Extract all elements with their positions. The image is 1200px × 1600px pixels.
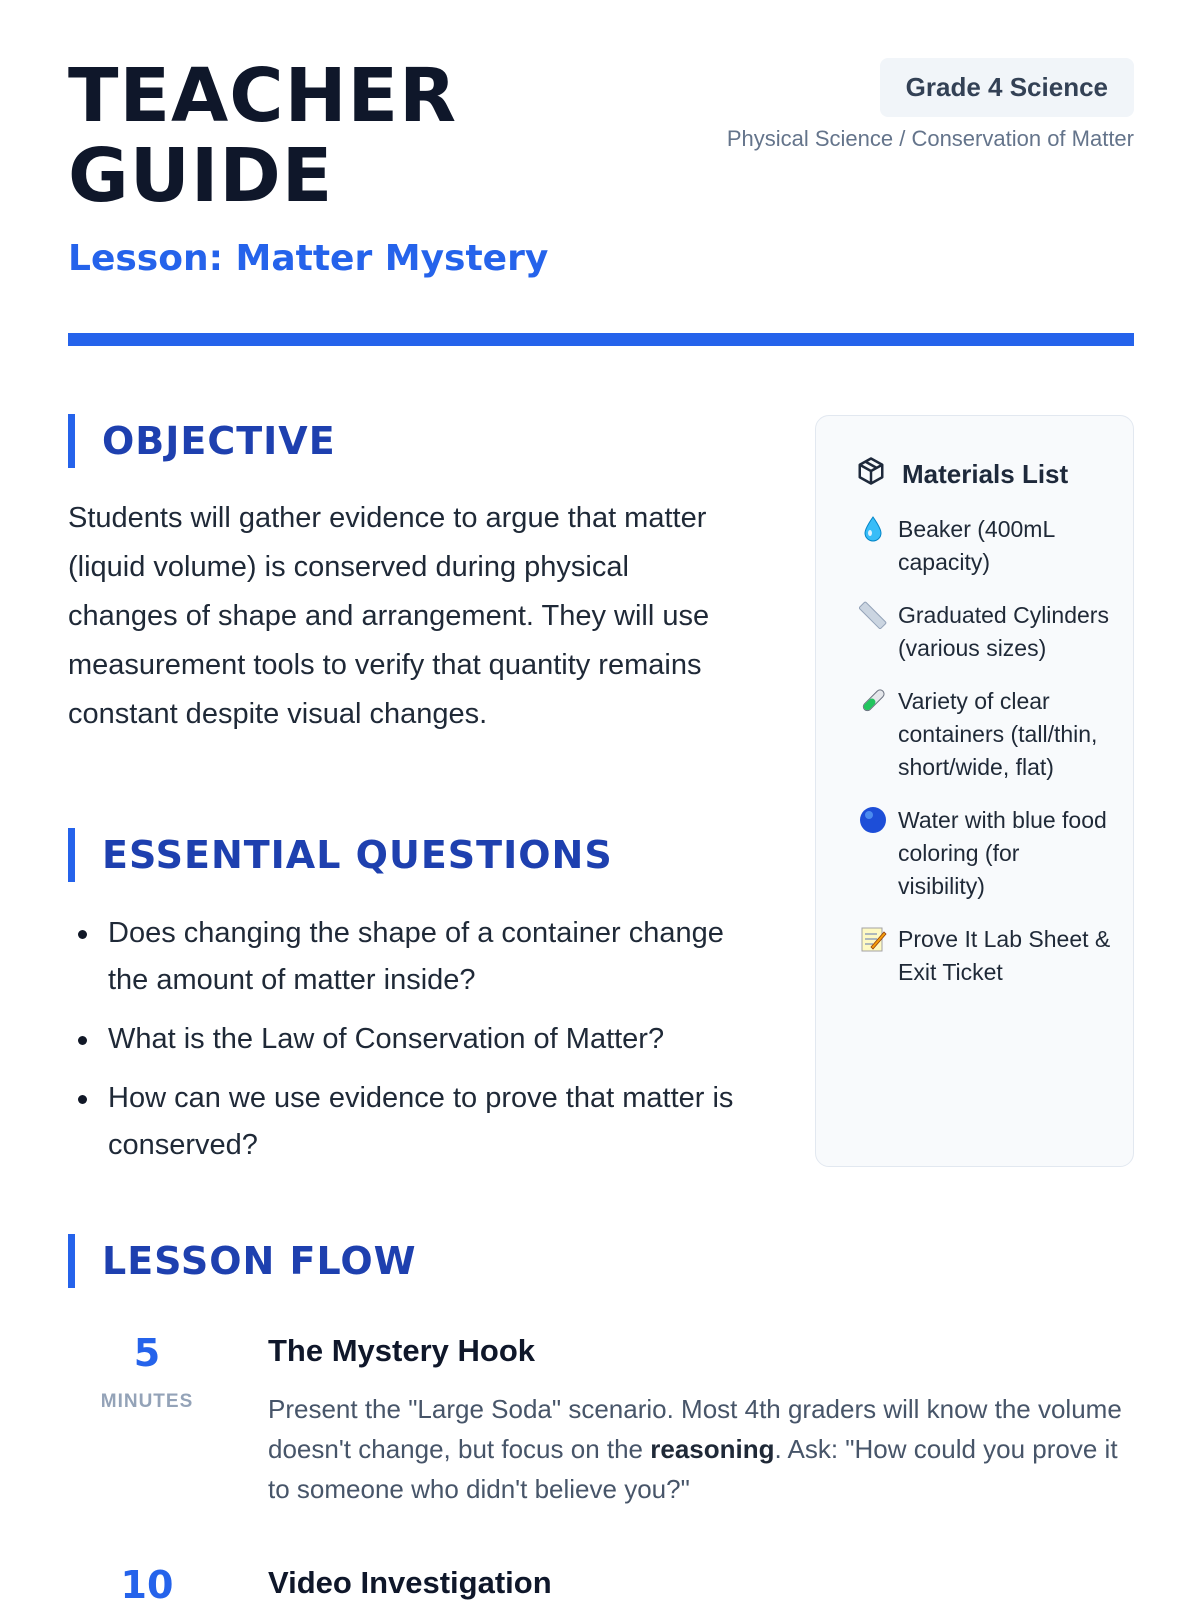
step-duration: 10 — [120, 1563, 174, 1600]
material-item — [856, 513, 1111, 579]
ruler-icon — [856, 599, 890, 632]
page-title: TEACHER GUIDE — [68, 53, 458, 219]
question-text: How can we use evidence to prove that matter is conserved? — [108, 1082, 734, 1161]
memo-icon — [856, 923, 890, 956]
blue-circle-icon — [856, 804, 890, 837]
step-description: Present the "Large Soda" scenario. Most 4th graders will know the volume doesn't change, but focus on the reasoning. Ask: "How could you prove it to someone who didn't believe you?" — [268, 1394, 1122, 1504]
material-text: Variety of clear containers (tall/thin, short/wide, flat) — [898, 688, 1098, 780]
materials-header — [856, 456, 1111, 493]
material-item — [856, 923, 1111, 989]
question-item — [68, 1016, 748, 1063]
material-text: Prove It Lab Sheet & Exit Ticket — [898, 926, 1111, 985]
materials-title: Materials List — [902, 459, 1069, 489]
step-duration: 5 — [133, 1331, 161, 1375]
grade-badge: Grade 4 Science — [880, 58, 1134, 117]
step-title: Video Investigation — [268, 1565, 552, 1600]
page-header — [68, 53, 1134, 279]
droplet-icon — [856, 513, 890, 546]
material-text: Water with blue food coloring (for visibility) — [898, 807, 1107, 899]
objective-text: Students will gather evidence to argue that matter (liquid volume) is conserved during physical changes of shape and arrangement. They will use measurement tools to verify that quantity remains constant despite visual changes. — [68, 502, 710, 730]
material-text: Beaker (400mL capacity) — [898, 516, 1055, 575]
question-item — [68, 1075, 748, 1169]
question-text: Does changing the shape of a container change the amount of matter inside? — [108, 917, 724, 996]
bullet-icon — [78, 1036, 87, 1045]
step-duration-unit: MINUTES — [100, 1391, 194, 1412]
material-item — [856, 685, 1111, 784]
material-item — [856, 804, 1111, 903]
question-text: What is the Law of Conservation of Matter? — [108, 1023, 665, 1055]
essential-questions-heading: ESSENTIAL QUESTIONS — [68, 828, 613, 882]
material-text: Graduated Cylinders (various sizes) — [898, 602, 1109, 661]
bullet-icon — [78, 1095, 87, 1104]
materials-panel — [815, 415, 1134, 1167]
lesson-title: Lesson: Matter Mystery — [68, 238, 549, 279]
material-item — [856, 599, 1111, 665]
box-icon — [856, 456, 902, 493]
question-item — [68, 910, 748, 1004]
test-tube-icon — [856, 685, 890, 718]
essential-questions-list — [68, 910, 748, 1181]
bullet-icon — [78, 930, 87, 939]
objective-heading: OBJECTIVE — [68, 414, 336, 468]
lesson-flow-heading: LESSON FLOW — [68, 1234, 417, 1288]
header-divider — [68, 333, 1134, 346]
step-title: The Mystery Hook — [268, 1333, 536, 1368]
subject-label: Physical Science / Conservation of Matter — [726, 126, 1134, 151]
